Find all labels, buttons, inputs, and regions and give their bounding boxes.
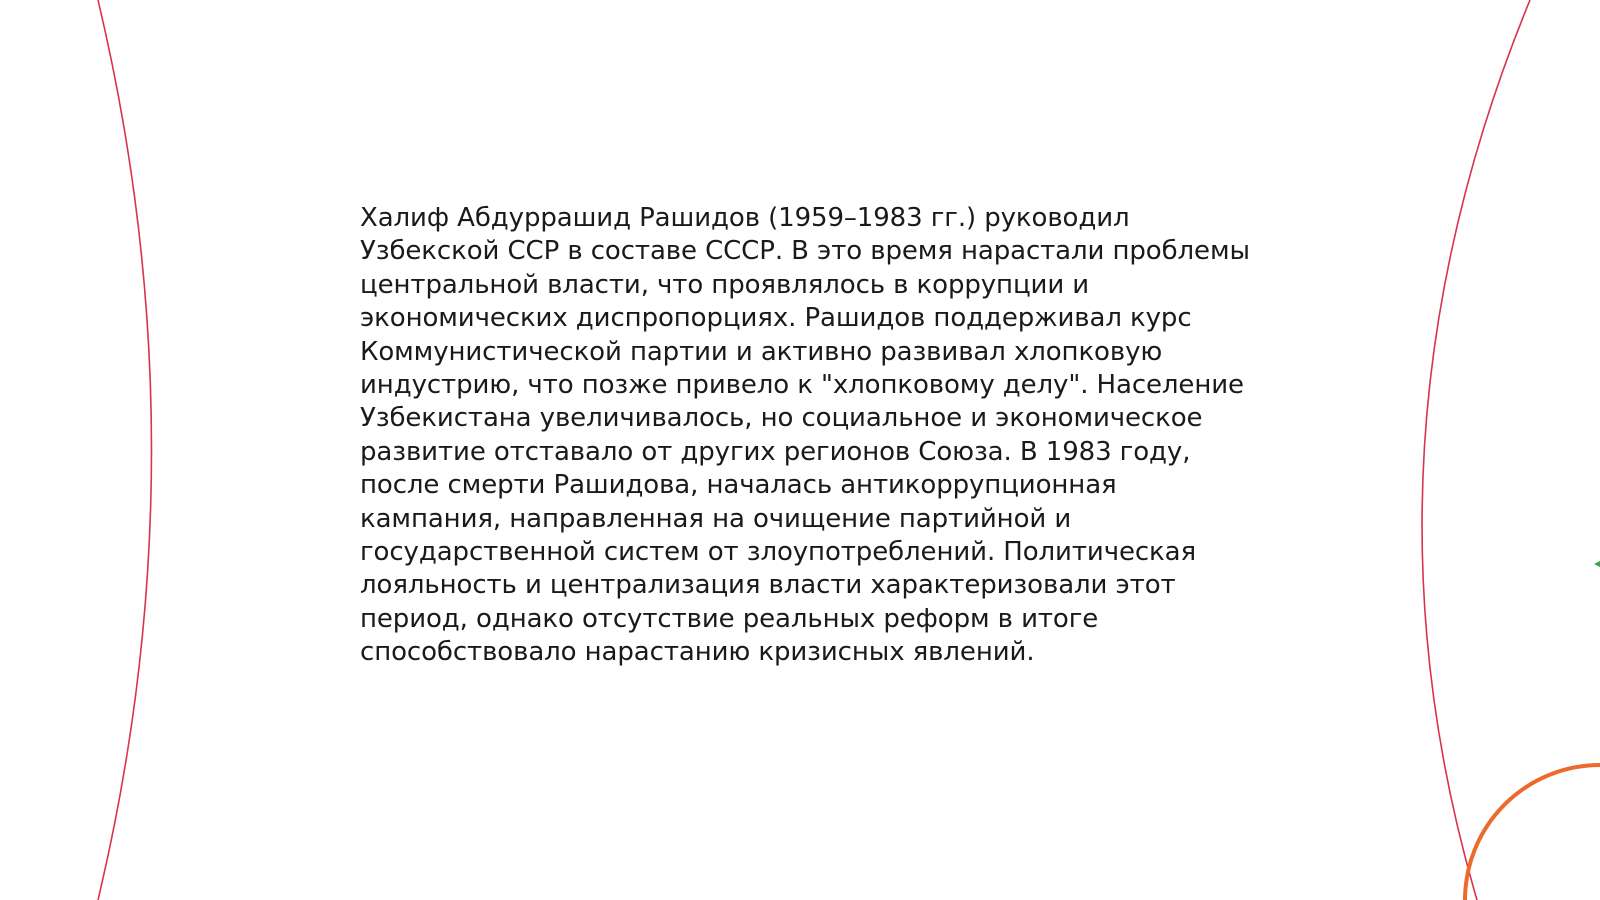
green-accent-mark [1594,561,1600,567]
left-arc-line [98,0,152,900]
body-paragraph: Халиф Абдуррашид Рашидов (1959–1983 гг.) руководил Узбекской ССР в составе СССР. В это время нарастали проблемы центральной власти, что проявлялось в коррупции и экономических диспропорциях. Рашидов поддерживал курс Коммунистической партии и активно развивал хлопковую индустрию, что позже привело к "хлопковому делу". Население Узбекистана увеличивалось, но социальное и экономическое развитие отставало от других регионов Союза. В 1983 году, после смерти Рашидова, началась антикоррупционная кампания, направленная на очищение партийной и государственной систем от злоупотреблений. Политическая лояльность и централизация власти характеризовали этот период, однако отсутствие реальных реформ в итоге способствовало нарастанию кризисных явлений. [360,203,1250,668]
orange-circle-outline [1465,765,1600,900]
right-arc-line [1422,0,1530,900]
